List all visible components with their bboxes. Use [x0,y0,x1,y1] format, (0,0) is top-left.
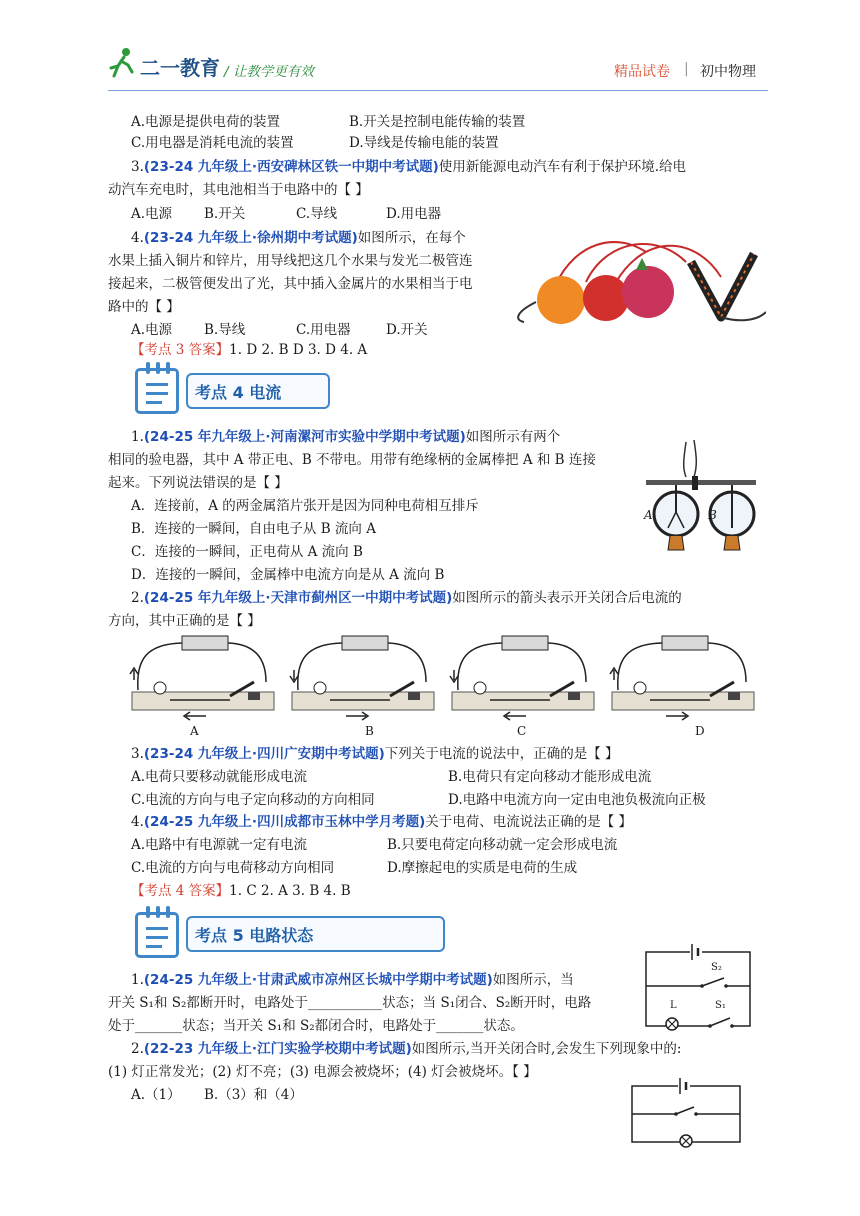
s4-answer-line [131,882,351,900]
s4-q1-option-c: C．连接的一瞬间，正电荷从 A 流向 B [131,544,363,560]
circuit-label-s1: S₁ [715,1000,726,1011]
question-source: (23-24 九年级上·四川广安期中考试题) [143,746,385,762]
s3-q4-line4: 路中的【 】 [108,299,180,315]
question-text: 如图所示,当开关闭合时,会发生下列现象中的: [411,1041,682,1057]
answer-tag: 【考点 4 答案】 [131,883,230,899]
electroscope-label-b: B [708,508,717,522]
runner-logo-icon [108,46,138,78]
section-4-title: 考点 4 电流 [195,383,282,402]
s4-q2-line1 [131,589,682,607]
arrow-b-icon [290,670,298,682]
arrow-a-icon [130,668,138,680]
question-number: 2. [131,1041,144,1057]
s3-q4-line3: 接起来，二极管便发出了光，其中插入金属片的水果相当于电 [108,276,473,292]
s3-q4-option-c: C.用电器 [296,322,351,338]
s5-q2-option-b: B.（3）和（4） [204,1087,303,1103]
s4-q1-option-d: D．连接的一瞬间，金属棒中电流方向是从 A 流向 B [131,567,445,583]
q2-option-a: A.电源是提供电荷的装置 [131,114,281,130]
header-divider: | [684,61,689,77]
circuit-label-d: D [695,724,705,738]
question-source: (23-24 九年级上·徐州期中考试题) [143,230,358,246]
question-number: 4. [131,230,144,246]
question-source: (24-25 年九年级上·天津市蓟州区一中期中考试题) [143,590,453,606]
header-tag-premium: 精品试卷 [614,64,670,80]
question-text: 下列关于电流的说法中，正确的是【 】 [384,746,619,762]
question-number: 3. [131,746,144,762]
q2-option-b: B.开关是控制电能传输的装置 [349,114,526,130]
circuit-short-figure [626,1078,746,1148]
circuit-options-figure [126,630,766,722]
s4-q4-option-b: B.只要电荷定向移动就一定会形成电流 [387,837,618,853]
header-rule [108,90,768,91]
circuit-label-b: B [365,724,374,738]
s3-q4-line2: 水果上插入铜片和锌片，用导线把这几个水果与发光二极管连 [108,253,473,269]
s4-q1-line3: 起来。下列说法错误的是【 】 [108,475,288,491]
s4-q4-line1 [131,813,632,831]
s3-q4-option-a: A.电源 [131,322,173,338]
notebook-icon [135,912,179,958]
q2-option-c: C.用电器是消耗电流的装置 [131,135,294,151]
question-text: 如图所示，在每个 [357,230,466,246]
s4-q3-option-c: C.电流的方向与电子定向移动的方向相同 [131,792,375,808]
s3-q3-option-b: B.开关 [204,206,246,222]
circuit-label-l: L [670,1000,677,1011]
s4-q4-option-c: C.电流的方向与电荷移动方向相同 [131,860,335,876]
s5-q1-line1 [131,971,574,989]
s5-q1-line3: 处于_______状态；当开关 S₁和 S₂都闭合时，电路处于_______状态。 [108,1018,524,1034]
brand-logo-text: 二一教育 [140,56,220,80]
arrow-c-icon [450,670,458,682]
notebook-icon [135,368,179,414]
answer-text: 1. C 2. A 3. B 4. B [229,883,351,899]
brand-slogan: / 让教学更有效 [224,64,314,80]
answer-tag: 【考点 3 答案】 [131,342,230,358]
s5-q2-line1 [131,1040,681,1058]
s5-q2-line2: (1) 灯正常发光；(2) 灯不亮；(3) 电源会被烧坏；(4) 灯会被烧坏。【 】 [108,1064,537,1080]
question-source: (22-23 九年级上·江门实验学校期中考试题) [143,1041,412,1057]
electroscope-figure [638,432,762,560]
question-text: 如图所示有两个 [465,429,561,445]
s3-q3-line1 [131,158,686,176]
circuit-s1-s2-figure [640,940,756,1032]
s4-q1-option-a: A．连接前，A 的两金属箔片张开是因为同种电荷相互排斥 [131,498,479,514]
s4-q4-option-a: A.电路中有电源就一定有电流 [131,837,308,853]
electroscope-a [654,485,698,550]
s3-q4-line1 [131,229,466,247]
question-text: 如图所示的箭头表示开关闭合后电流的 [452,590,682,606]
s4-q3-line1 [131,745,619,763]
s3-q3-option-a: A.电源 [131,206,173,222]
s4-q1-option-b: B．连接的一瞬间，自由电子从 B 流向 A [131,521,376,537]
question-number: 3. [131,159,144,175]
s3-q3-option-d: D.用电器 [386,206,442,222]
s4-q4-option-d: D.摩擦起电的实质是电荷的生成 [387,860,578,876]
s3-q4-option-d: D.开关 [386,322,428,338]
s3-q3-line2: 动汽车充电时，其电池相当于电路中的【 】 [108,182,369,198]
question-source: (24-25 九年级上·甘肃武威市凉州区长城中学期中考试题) [143,972,493,988]
question-number: 4. [131,814,144,830]
question-number: 1. [131,429,144,445]
s3-answer-line [131,341,367,359]
circuit-label-a: A [190,724,199,738]
arrow-d-icon [610,668,618,680]
q2-option-d: D.导线是传输电能的装置 [349,135,499,151]
question-text: 使用新能源电动汽车有利于保护环境.给电 [438,159,687,175]
question-number: 1. [131,972,144,988]
circuit-label-s2: S₂ [711,962,722,973]
fruit-battery-image [516,222,766,330]
circuit-label-c: C [517,724,527,738]
question-source: (24-25 九年级上·四川成都市玉林中学月考题) [143,814,426,830]
s5-q2-option-a: A.（1） [131,1087,181,1103]
answer-text: 1. D 2. B D 3. D 4. A [229,342,368,358]
question-text: 关于电荷、电流说法正确的是【 】 [425,814,633,830]
s4-q2-line2: 方向，其中正确的是【 】 [108,613,261,629]
s3-q4-option-b: B.导线 [204,322,246,338]
section-5-title: 考点 5 电路状态 [195,926,314,945]
electroscope-label-a: A [644,508,653,522]
s4-q3-option-b: B.电荷只有定向移动才能形成电流 [448,769,652,785]
header-subject: 初中物理 [700,64,756,80]
s3-q3-option-c: C.导线 [296,206,338,222]
s4-q1-line2: 相同的验电器，其中 A 带正电、B 不带电。用带有绝缘柄的金属棒把 A 和 B 连接 [108,452,596,468]
s4-q1-line1 [131,428,560,446]
s4-q3-option-a: A.电荷只要移动就能形成电流 [131,769,308,785]
question-number: 2. [131,590,144,606]
question-source: (23-24 九年级上·西安碑林区铁一中期中考试题) [143,159,439,175]
question-source: (24-25 年九年级上·河南漯河市实验中学期中考试题) [143,429,466,445]
question-text: 如图所示，当 [492,972,574,988]
s5-q1-line2: 开关 S₁和 S₂都断开时，电路处于___________状态；当 S₁闭合、S₂断开时，电路 [108,995,592,1011]
s4-q3-option-d: D.电路中电流方向一定由电池负极流向正极 [448,792,706,808]
